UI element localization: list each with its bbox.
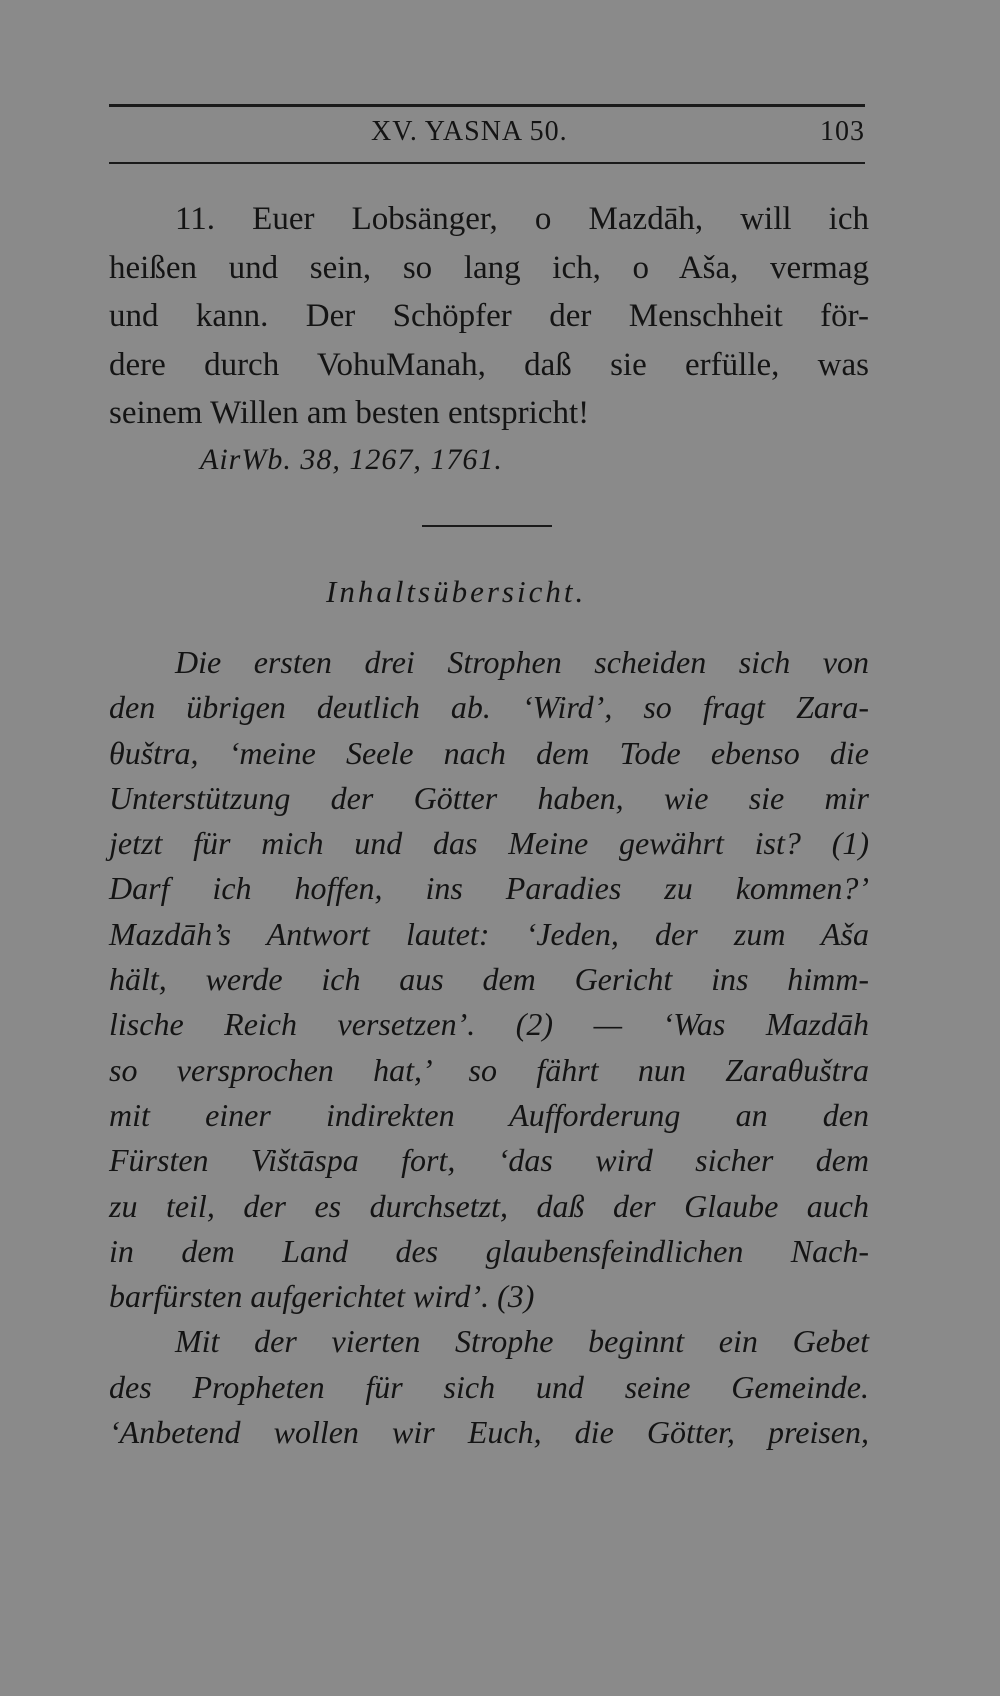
summary-line: jetzt für mich und das Meine gewährt ist? (1) <box>109 825 869 862</box>
summary-line: ‘Anbetend wollen wir Euch, die Götter, preisen, <box>109 1414 869 1451</box>
stanza-line: 11. Euer Lobsänger, o Mazdāh, will ich <box>175 201 869 237</box>
summary-line: Mazdāh’s Antwort lautet: ‘Jeden, der zum Aša <box>109 915 869 952</box>
running-head <box>109 112 865 152</box>
summary-line: Darf ich hoffen, ins Paradies zu kommen?’ <box>109 870 869 907</box>
section-heading: Inhaltsübersicht. <box>326 574 587 609</box>
summary-line: barfürsten aufgerichtet wird’. (3) <box>109 1278 535 1315</box>
summary-line: in dem Land des glaubensfeindlichen Nach- <box>109 1232 869 1269</box>
summary-line: des Propheten für sich und seine Gemeinde. <box>109 1368 869 1405</box>
stanza-line: dere durch VohuManah, daß sie erfülle, was <box>109 346 869 383</box>
stanza-line: und kann. Der Schöpfer der Menschheit för- <box>109 298 869 334</box>
summary-line: zu teil, der es durchsetzt, daß der Glaube auch <box>109 1187 869 1224</box>
summary-text <box>109 640 869 1455</box>
stanza-11 <box>109 195 869 438</box>
summary-line: Fürsten Vištāspa fort, ‘das wird sicher dem <box>109 1142 869 1179</box>
summary-line: lische Reich versetzen’. (2) — ‘Was Mazdāh <box>109 1006 869 1043</box>
summary-line: hält, werde ich aus dem Gericht ins himm- <box>109 961 869 998</box>
summary-line: Die ersten drei Strophen scheiden sich von <box>175 644 869 680</box>
header-rule-top <box>109 104 865 107</box>
reference-citation: AirWb. 38, 1267, 1761. <box>200 443 503 476</box>
summary-line: θuštra, ‘meine Seele nach dem Tode ebenso die <box>109 734 869 771</box>
summary-line: Mit der vierten Strophe beginnt ein Gebet <box>175 1323 869 1360</box>
header-rule-bottom <box>109 162 865 164</box>
stanza-line: seinem Willen am besten entspricht! <box>109 395 590 431</box>
page-number: 103 <box>820 116 865 147</box>
summary-line: den übrigen deutlich ab. ‘Wird’, so fragt Zara- <box>109 689 869 726</box>
summary-line: mit einer indirekten Aufforderung an den <box>109 1096 869 1133</box>
running-title: XV. YASNA 50. <box>371 116 568 147</box>
section-divider <box>422 525 552 527</box>
summary-line: Unterstützung der Götter haben, wie sie mir <box>109 779 869 816</box>
stanza-line: heißen und sein, so lang ich, o Aša, vermag <box>109 249 869 286</box>
summary-line: so versprochen hat,’ so fährt nun Zaraθuštra <box>109 1051 869 1088</box>
